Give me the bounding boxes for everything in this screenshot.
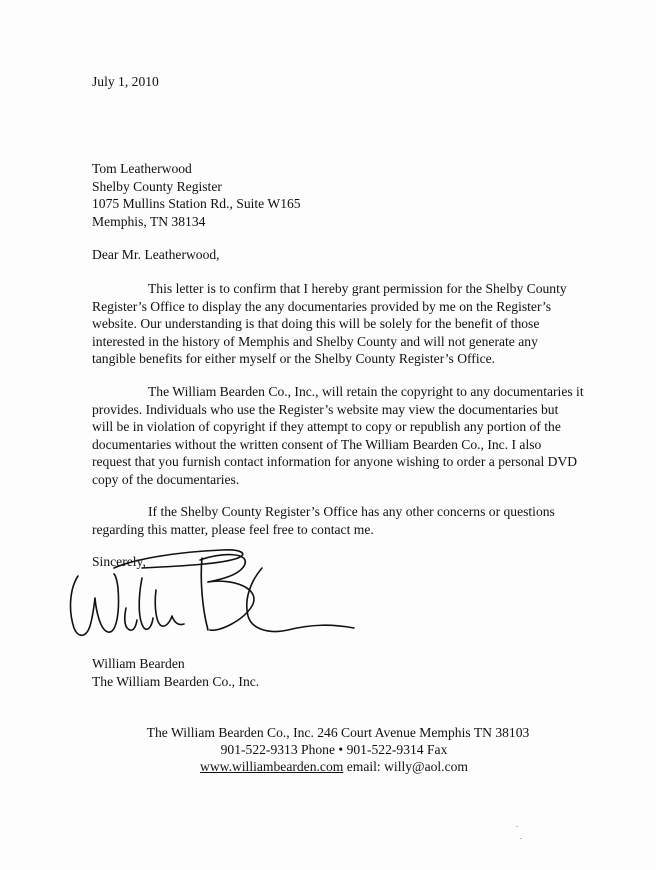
paragraph-line: If the Shelby County Register’s Office has any other concerns or questions [148, 504, 555, 519]
paragraph-line: will be in violation of copyright if they attempt to copy or republish any portion of the [92, 419, 561, 434]
paragraph-line: The William Bearden Co., Inc., will retain the copyright to any documentaries it [148, 384, 584, 399]
paragraph-line: documentaries without the written consent of The William Bearden Co., Inc. I also [92, 436, 542, 452]
paragraph-line: provides. Individuals who use the Register’s website may view the documentaries but [92, 401, 559, 417]
paragraph-line: Register’s Office to display the any documentaries provided by me on the Register’s [92, 298, 552, 314]
paragraph-3 [92, 503, 555, 538]
paragraph-line: regarding this matter, please feel free to contact me. [92, 521, 374, 537]
paragraph-line: request that you furnish contact information for anyone wishing to order a personal DVD [92, 454, 578, 469]
signer-name: William Bearden [92, 656, 185, 671]
salutation: Dear Mr. Leatherwood, [92, 247, 220, 262]
footer-phone-fax: 901-522-9313 Phone • 901-522-9314 Fax [220, 742, 448, 757]
paragraph-line: tangible benefits for either myself or the Shelby County Register’s Office. [92, 351, 496, 366]
letter-date: July 1, 2010 [92, 74, 159, 89]
recipient-name: Tom Leatherwood [92, 161, 192, 176]
recipient-address-line2: Memphis, TN 38134 [92, 213, 206, 229]
scan-speck [520, 838, 522, 839]
footer-email: email: willy@aol.com [346, 759, 468, 774]
recipient-address [92, 160, 301, 230]
paragraph-line: copy of the documentaries. [92, 471, 240, 487]
paragraph-1 [92, 280, 567, 368]
scan-speck [516, 826, 518, 827]
footer-address: The William Bearden Co., Inc. 246 Court Avenue Memphis TN 38103 [146, 725, 530, 740]
signature-block [92, 655, 259, 690]
website-link[interactable]: www.williambearden.com [200, 759, 344, 774]
paragraph-line: This letter is to confirm that I hereby grant permission for the Shelby County [148, 281, 567, 296]
recipient-address-line1: 1075 Mullins Station Rd., Suite W165 [92, 196, 301, 211]
paragraph-2 [92, 383, 584, 488]
paragraph-line: interested in the history of Memphis and Shelby County and will not generate any [92, 333, 538, 349]
handwritten-signature [62, 538, 362, 648]
signer-company: The William Bearden Co., Inc. [92, 673, 260, 689]
recipient-title: Shelby County Register [92, 178, 222, 194]
paragraph-line: website. Our understanding is that doing this will be solely for the benefit of those [92, 316, 540, 331]
closing: Sincerely, [92, 554, 146, 569]
footer-web-email [6, 758, 656, 776]
